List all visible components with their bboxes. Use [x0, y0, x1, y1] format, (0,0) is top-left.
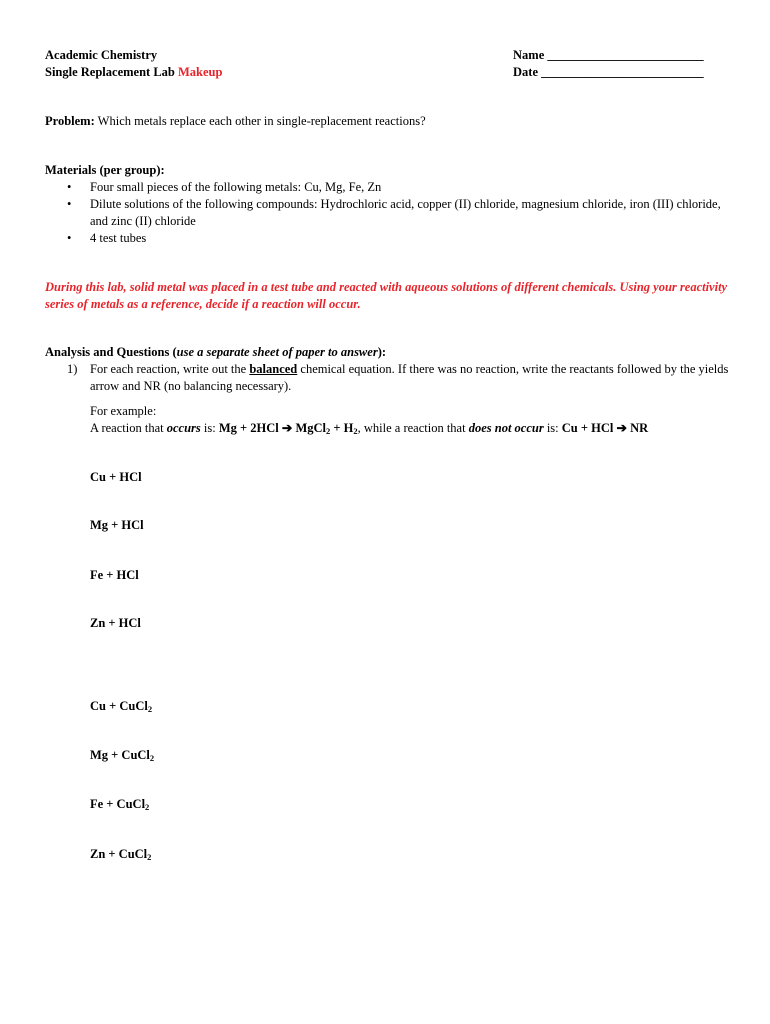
reaction-text: Fe + HCl	[90, 568, 139, 582]
analysis-heading-start: Analysis and Questions (	[45, 345, 177, 359]
reaction-item	[90, 517, 144, 534]
arrow-icon: ➔	[616, 421, 627, 435]
reaction-item	[90, 796, 149, 813]
eq1-right-sub1: 2	[326, 426, 331, 436]
example-part2: is:	[200, 421, 219, 435]
reaction-subscript: 2	[147, 852, 152, 862]
reaction-item	[90, 469, 142, 486]
date-line	[513, 64, 704, 81]
course-name: Academic Chemistry	[45, 48, 158, 62]
reaction-text: Mg + HCl	[90, 518, 144, 532]
bullet-icon: •	[67, 197, 72, 211]
list-item-text: Dilute solutions of the following compounds: Hydrochloric acid, copper (II) chloride, magnesium chloride, iron (III) chloride, and zinc (II) chloride	[90, 197, 721, 228]
question-number: 1)	[67, 362, 78, 376]
reaction-item	[90, 567, 139, 584]
name-label: Name	[513, 48, 545, 62]
header-right	[513, 47, 704, 81]
example-part3: , while a reaction that	[357, 421, 469, 435]
lab-title-makeup: Makeup	[177, 65, 223, 79]
reaction-text: Cu + CuCl	[90, 699, 148, 713]
analysis-heading-italic: use a separate sheet of paper to answer	[176, 345, 378, 359]
list-item	[45, 179, 725, 196]
list-item	[45, 196, 725, 230]
reaction-item	[90, 747, 154, 764]
reaction-subscript: 2	[145, 802, 150, 812]
reaction-subscript: 2	[149, 753, 155, 763]
example-part1: A reaction that	[90, 421, 167, 435]
question-1	[45, 361, 735, 395]
reaction-text: Mg + CuCl	[90, 748, 150, 762]
lab-title	[45, 64, 222, 81]
example-does-not-occur: does not occur	[468, 421, 544, 435]
name-blank: _________________________	[547, 48, 704, 62]
list-item	[45, 230, 725, 247]
reaction-item	[90, 846, 151, 863]
example-occurs: occurs	[166, 421, 201, 435]
analysis-heading-end: ):	[377, 345, 387, 359]
lab-title-main: Single Replacement Lab	[45, 65, 175, 79]
example-eq2-right: NR	[626, 421, 649, 435]
reaction-text: Zn + HCl	[90, 616, 141, 630]
reaction-text: Fe + CuCl	[90, 797, 146, 811]
bullet-icon: •	[67, 180, 72, 194]
example-eq1-right	[292, 421, 357, 435]
problem-label: Problem:	[45, 114, 95, 128]
list-item-text: 4 test tubes	[90, 231, 147, 245]
reaction-text: Cu + HCl	[90, 470, 142, 484]
problem-text: Which metals replace each other in single-replacement reactions?	[97, 114, 426, 128]
eq1-right-b: + H	[330, 421, 354, 435]
q1-underlined: balanced	[249, 362, 298, 376]
example-eq1-left: Mg + 2HCl	[218, 421, 279, 435]
reaction-item	[90, 698, 152, 715]
analysis-section	[45, 344, 735, 395]
q1-text-before: For each reaction, write out the	[90, 362, 250, 376]
materials-heading: Materials (per group):	[45, 163, 165, 177]
header-left	[45, 47, 222, 81]
eq1-right-sub2: 2	[353, 426, 358, 436]
eq1-right-a: MgCl	[292, 421, 327, 435]
reaction-item	[90, 615, 141, 632]
example-line	[90, 420, 750, 437]
name-line	[513, 47, 704, 64]
q1-text-after: chemical equation. If there was no reaction, write the reactants followed by the yields arrow and NR (no balancing necessary).	[90, 362, 729, 393]
arrow-icon: ➔	[281, 421, 293, 435]
reaction-text: Zn + CuCl	[90, 847, 148, 861]
materials-section	[45, 162, 725, 247]
date-label: Date	[513, 65, 538, 79]
example-part4: is:	[543, 421, 562, 435]
example-intro: For example:	[90, 404, 157, 418]
example-block	[90, 403, 750, 437]
bullet-icon: •	[67, 231, 72, 245]
problem-statement	[45, 113, 426, 130]
list-item-text: Four small pieces of the following metals: Cu, Mg, Fe, Zn	[90, 180, 382, 194]
date-blank: __________________________	[541, 65, 704, 79]
lab-notice: During this lab, solid metal was placed in a test tube and reacted with aqueous solutions of different chemicals. Using your reactivity series of metals as a reference, decide if a reaction will occur.	[45, 280, 728, 311]
analysis-heading	[45, 344, 735, 361]
reaction-subscript: 2	[147, 704, 153, 714]
materials-list	[45, 179, 725, 247]
example-eq2-left: Cu + HCl	[561, 421, 614, 435]
